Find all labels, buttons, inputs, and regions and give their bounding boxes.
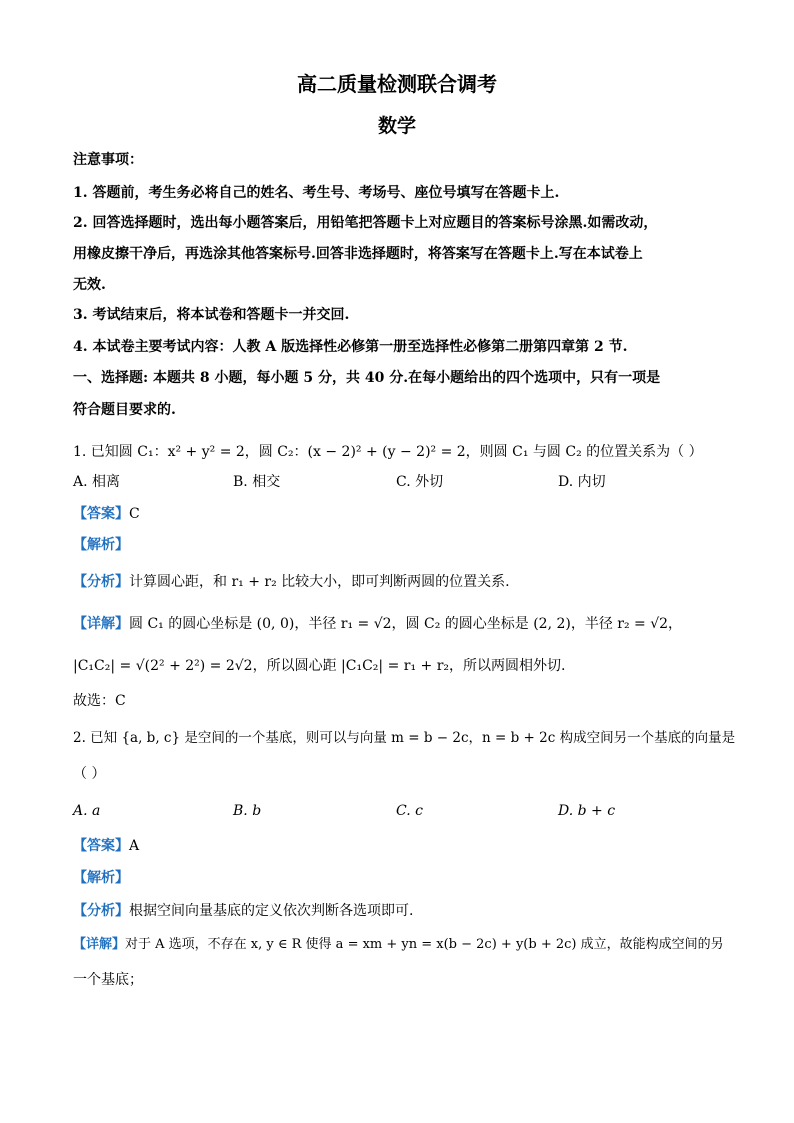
notice-heading: 注意事项：: [73, 152, 143, 168]
q1-analysis-row: [73, 535, 129, 555]
q2-fenxi-tag: 【分析】: [73, 903, 129, 919]
q1-answer-row: [73, 504, 140, 524]
q1-answer: C: [129, 506, 140, 522]
subject-title: 数学: [377, 115, 416, 137]
q1-stem: 1. 已知圆 C₁：x² + y² = 2，圆 C₂：(x − 2)² + (y − 2)² = 2，则圆 C₁ 与圆 C₂ 的位置关系为（ ）: [73, 444, 703, 460]
notice-item-2-line-2: 用橡皮擦干净后，再选涂其他答案标号.回答非选择题时，将答案写在答题卡上.写在本试卷上: [73, 246, 643, 262]
q1-analysis-tag: 【解析】: [73, 537, 129, 553]
q2-option-b: B. b: [233, 803, 262, 819]
q2-stem-line-2: （ ）: [73, 766, 106, 782]
section-heading-line-2: 符合题目要求的.: [73, 402, 176, 418]
q2-answer-tag: 【答案】: [73, 838, 129, 854]
q2-answer: A: [129, 838, 140, 854]
q2-option-a: A. a: [73, 803, 101, 819]
q1-conclusion: 故选：C: [73, 693, 126, 709]
notice-item-2-line-1: 2. 回答选择题时，选出每小题答案后，用铅笔把答题卡上对应题目的答案标号涂黑.如需改动，: [73, 215, 658, 231]
q1-fenxi-tag: 【分析】: [73, 574, 129, 590]
q2-xiangjie-tag: 【详解】: [73, 937, 126, 952]
q1-xiangjie-tag: 【详解】: [73, 616, 129, 632]
q1-xiangjie-row: [73, 614, 682, 634]
q2-option-c: C. c: [396, 803, 423, 819]
q1-option-a: A. 相离: [73, 474, 121, 490]
notice-item-2-line-3: 无效.: [73, 277, 106, 293]
q2-fenxi-text: 根据空间向量基底的定义依次判断各选项即可.: [129, 903, 414, 919]
q1-xiangjie-line-2: |C₁C₂| = √(2² + 2²) = 2√2，所以圆心距 |C₁C₂| = r₁ + r₂，所以两圆相外切.: [73, 658, 566, 674]
section-heading-line-1: 一、选择题: 本题共 8 小题，每小题 5 分，共 40 分.在每小题给出的四个选项中，只有一项是: [73, 370, 661, 386]
q2-xiangjie-row: [73, 935, 724, 955]
q1-option-d: D. 内切: [558, 474, 606, 490]
q2-answer-row: [73, 836, 139, 856]
q1-xiangjie-line-1: 圆 C₁ 的圆心坐标是 (0, 0)，半径 r₁ = √2，圆 C₂ 的圆心坐标是 (2, 2)，半径 r₂ = √2，: [129, 616, 683, 632]
q1-option-c: C. 外切: [396, 474, 444, 490]
q2-xiangjie-line-2: 一个基底；: [73, 972, 143, 988]
q2-xiangjie-line-1: 对于 A 选项，不存在 x, y ∈ R 使得 a = xm + yn = x(b − 2c) + y(b + 2c) 成立，故能构成空间的另: [125, 937, 724, 952]
q1-fenxi-row: [73, 572, 510, 592]
q1-answer-tag: 【答案】: [73, 506, 129, 522]
q2-stem-line-1: 2. 已知 {a, b, c} 是空间的一个基底，则可以与向量 m = b − 2c，n = b + 2c 构成空间另一个基底的向量是: [73, 730, 736, 746]
q2-option-d: D. b + c: [558, 803, 616, 819]
notice-item-1: 1. 答题前，考生务必将自己的姓名、考生号、考场号、座位号填写在答题卡上.: [73, 185, 560, 201]
notice-item-4: 4. 本试卷主要考试内容：人教 A 版选择性必修第一册至选择性必修第二册第四章第 2 节.: [73, 339, 628, 355]
q1-fenxi-text: 计算圆心距，和 r₁ + r₂ 比较大小，即可判断两圆的位置关系.: [129, 574, 510, 590]
page-title: 高二质量检测联合调考: [297, 72, 497, 96]
notice-item-3: 3. 考试结束后，将本试卷和答题卡一并交回.: [73, 307, 350, 323]
q2-analysis-row: [73, 868, 129, 888]
q2-fenxi-row: [73, 901, 413, 921]
q1-option-b: B. 相交: [233, 474, 281, 490]
q2-analysis-tag: 【解析】: [73, 870, 129, 886]
